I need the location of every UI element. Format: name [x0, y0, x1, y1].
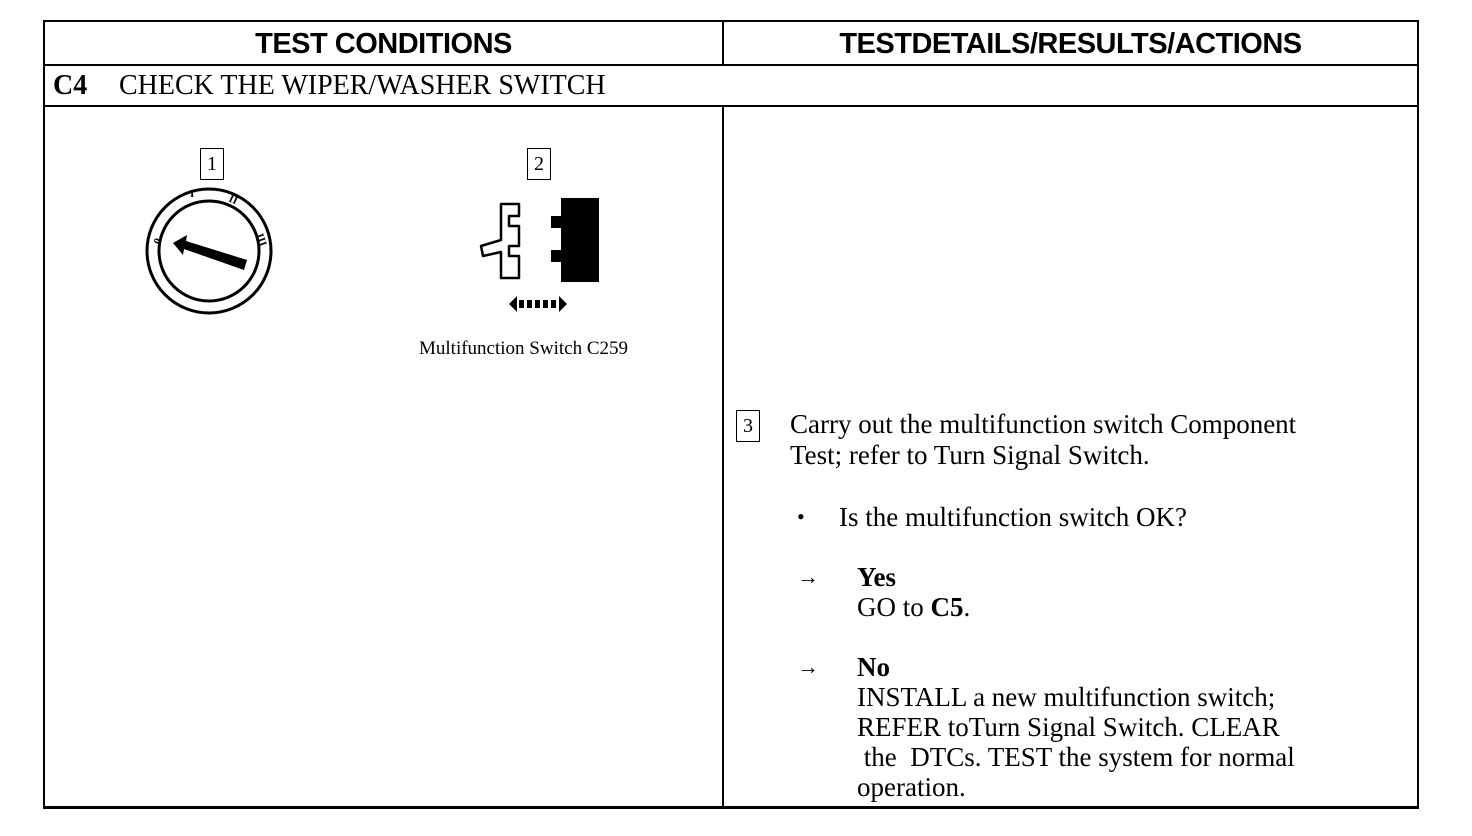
test-table: [43, 20, 1419, 809]
no-action-line3: the DTCs. TEST the system for normal: [857, 742, 1295, 772]
bullet: •: [797, 504, 805, 529]
no-action-line4: operation.: [857, 772, 966, 802]
connector-caption: Multifunction Switch C259: [419, 338, 628, 359]
dial-label-0: 0: [151, 236, 165, 247]
dial-label-1: I: [190, 188, 195, 200]
callout-2: 2: [527, 148, 551, 180]
section-rule: [45, 105, 1417, 107]
no-arrow-icon: →: [797, 654, 819, 679]
column-divider: [722, 107, 724, 806]
yes-label: Yes: [857, 562, 896, 592]
yes-arrow-icon: →: [797, 564, 819, 589]
yes-action-prefix: GO to: [857, 592, 931, 622]
header-rule: [45, 64, 1417, 66]
header-test-conditions: TEST CONDITIONS: [255, 28, 512, 60]
section-title-text: CHECK THE WIPER/WASHER SWITCH: [119, 70, 606, 101]
ignition-switch-icon: [143, 185, 275, 317]
yes-action-suffix: .: [963, 592, 971, 622]
no-action-line1: INSTALL a new multifunction switch;: [857, 682, 1276, 712]
callout-1: 1: [200, 148, 224, 180]
section-code: C4: [53, 70, 88, 101]
dial-label-2: II: [226, 192, 240, 208]
question-text: Is the multifunction switch OK?: [839, 502, 1187, 532]
header-test-details: TESTDETAILS/RESULTS/ACTIONS: [839, 28, 1302, 60]
step-text-line2: Test; refer to Turn Signal Switch.: [790, 440, 1150, 470]
section-title: [53, 69, 606, 103]
no-label: No: [857, 652, 890, 682]
dial-label-3: III: [253, 231, 269, 249]
yes-action-target: C5: [930, 592, 964, 622]
step-text-line1: Carry out the multifunction switch Component: [790, 409, 1297, 439]
connector-icon: [475, 194, 605, 316]
callout-3: 3: [736, 410, 760, 442]
yes-action: [857, 592, 970, 622]
no-action-line2: REFER toTurn Signal Switch. CLEAR: [857, 712, 1280, 742]
